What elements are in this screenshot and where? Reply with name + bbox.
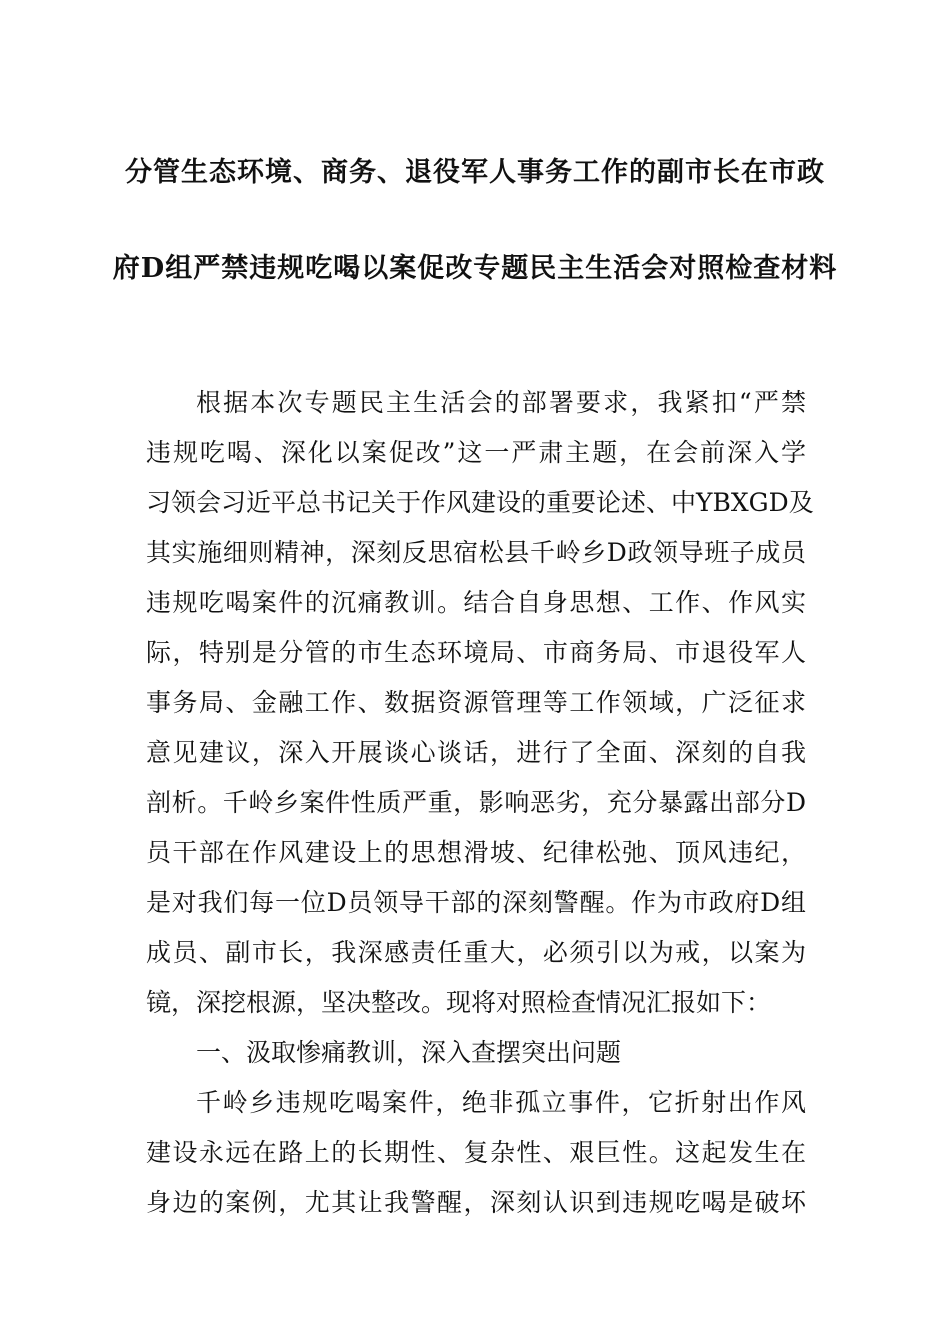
paragraph-line: 根据本次专题民主生活会的部署要求，我紧扣“严禁	[196, 388, 806, 417]
paragraph-line: 员干部在作风建设上的思想滑坡、纪律松弛、顶风违纪，	[146, 838, 806, 867]
section-heading: 一、汲取惨痛教训，深入查摆突出问题	[196, 1038, 622, 1067]
paragraph-line: 建设永远在路上的长期性、复杂性、艰巨性。这起发生在	[146, 1138, 806, 1167]
paragraph-line: 违规吃喝、深化以案促改”这一严肃主题，在会前深入学	[146, 438, 806, 467]
paragraph-line: 身边的案例，尤其让我警醒，深刻认识到违规吃喝是破坏	[146, 1188, 806, 1217]
paragraph-line: 违规吃喝案件的沉痛教训。结合自身思想、工作、作风实	[146, 588, 806, 617]
paragraph-line: 剖析。千岭乡案件性质严重，影响恶劣，充分暴露出部分D	[146, 788, 806, 817]
paragraph-line: 千岭乡违规吃喝案件，绝非孤立事件，它折射出作风	[196, 1088, 806, 1117]
document-title-line-2: 府D组严禁违规吃喝以案促改专题民主生活会对照检查材料	[112, 253, 838, 284]
paragraph-line: 成员、副市长，我深感责任重大，必须引以为戒，以案为	[146, 938, 806, 967]
paragraph-line: 镜，深挖根源，坚决整改。现将对照检查情况汇报如下：	[146, 988, 772, 1017]
paragraph-line: 其实施细则精神，深刻反思宿松县千岭乡D政领导班子成员	[146, 538, 806, 567]
paragraph-line: 事务局、金融工作、数据资源管理等工作领域，广泛征求	[146, 688, 806, 717]
paragraph-line: 习领会习近平总书记关于作风建设的重要论述、中YBXGD及	[146, 488, 814, 517]
paragraph-line: 际，特别是分管的市生态环境局、市商务局、市退役军人	[146, 638, 806, 667]
paragraph-line: 是对我们每一位D员领导干部的深刻警醒。作为市政府D组	[146, 888, 806, 917]
paragraph-line: 意见建议，深入开展谈心谈话，进行了全面、深刻的自我	[146, 738, 806, 767]
document-title-line-1: 分管生态环境、商务、退役军人事务工作的副市长在市政	[125, 157, 825, 188]
